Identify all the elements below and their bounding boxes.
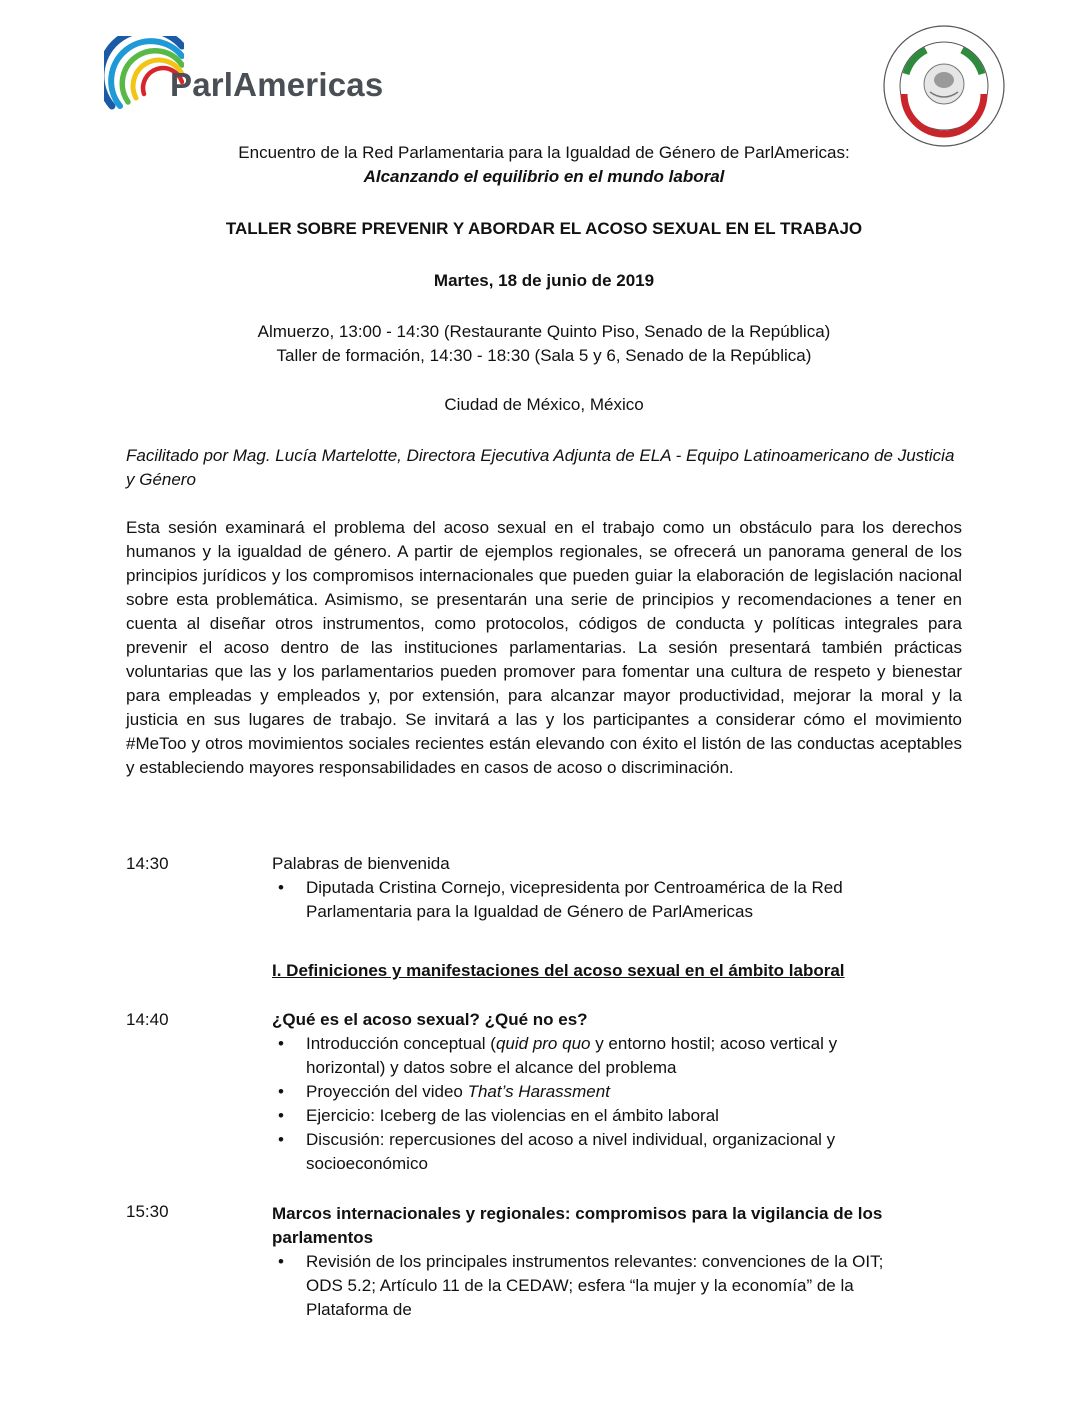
list-item: • Discusión: repercusiones del acoso a nivel individual, organizacional y socioeconómico (272, 1128, 912, 1176)
list-item: • Revisión de los principales instrumentos relevantes: convenciones de la OIT; ODS 5.2; Artículo 11 de la CEDAW; esfera “la mujer y la economía” de la Plataforma de (272, 1250, 912, 1322)
agenda-bullets (272, 1250, 912, 1322)
text-segment-italic: quid pro quo (495, 1034, 591, 1053)
agenda-bullets (272, 1032, 912, 1176)
facilitator-note: Facilitado por Mag. Lucía Martelotte, Directora Ejecutiva Adjunta de ELA - Equipo Latinoamericano de Justicia y Género (126, 446, 955, 489)
venue-lunch: Almuerzo, 13:00 - 14:30 (Restaurante Quinto Piso, Senado de la República) (257, 322, 831, 341)
section-heading: I. Definiciones y manifestaciones del acoso sexual en el ámbito laboral (272, 961, 845, 980)
agenda-item-welcome (272, 852, 912, 924)
seal-text-inner (1008, 22, 1009, 23)
event-title: Encuentro de la Red Parlamentaria para la Igualdad de Género de ParlAmericas: (238, 143, 850, 162)
parlamericas-logo (104, 36, 424, 132)
logo-wordmark: ParlAmericas (170, 66, 384, 103)
agenda-item-title: ¿Qué es el acoso sexual? ¿Qué no es? (272, 1010, 588, 1029)
senado-seal (880, 22, 1008, 150)
senado-seal-emblem-icon (880, 22, 1008, 150)
event-city: Ciudad de México, México (444, 395, 644, 414)
agenda-item-title: Marcos internacionales y regionales: compromisos para la vigilancia de los parlamentos (272, 1204, 883, 1247)
agenda-item-frameworks (272, 1202, 912, 1322)
workshop-title: TALLER SOBRE PREVENIR Y ABORDAR EL ACOSO SEXUAL EN EL TRABAJO (225, 219, 863, 238)
seal-text-top (1008, 22, 1009, 23)
event-date: Martes, 18 de junio de 2019 (433, 271, 655, 290)
agenda-time: 14:30 (126, 854, 169, 873)
text-segment: Introducción conceptual ( (306, 1034, 496, 1053)
agenda-bullets (272, 876, 912, 924)
session-description: Esta sesión examinará el problema del acoso sexual en el trabajo como un obstáculo para los derechos humanos y la igualdad de género. A partir de ejemplos regionales, se ofrecerá un panorama general de los principios jurídicos y los compromisos internacionales que pueden guiar la elaboración de legislación nacional sobre esta problemática. Asimismo, se presentarán una serie de principios y recomendaciones a tener en cuenta al diseñar otros instrumentos, como protocolos, códigos de conducta y políticas integrales para prevenir el acoso dentro de las instituciones parlamentarias. La sesión presentará también prácticas voluntarias que las y los parlamentarios pueden promover para fomentar una cultura de respeto y bienestar para empleadas y empleados y, por extensión, para alcanzar mayor productividad, mejorar la moral y la justicia en sus lugares de trabajo. Se invitará a las y los participantes a considerar cómo el movimiento #MeToo y otros movimientos sociales recientes están elevando con éxito el listón de las conductas aceptables y estableciendo mayores responsabilidades en casos de acoso o discriminación. (126, 518, 962, 777)
list-item: • Diputada Cristina Cornejo, vicepresidenta por Centroamérica de la Red Parlamentaria para la Igualdad de Género de ParlAmericas (272, 876, 912, 924)
venue-workshop: Taller de formación, 14:30 - 18:30 (Sala 5 y 6, Senado de la República) (276, 346, 812, 365)
list-item (272, 1032, 912, 1080)
agenda-time: 15:30 (126, 1202, 169, 1221)
text-segment: y entorno hostil; acoso vertical y horizontal) y datos sobre el alcance del problema (306, 1034, 838, 1077)
list-item: • Ejercicio: Iceberg de las violencias en el ámbito laboral (272, 1104, 912, 1128)
text-segment-italic: That’s Harassment (467, 1082, 610, 1101)
list-item (272, 1080, 912, 1104)
agenda-item-what-is (272, 1008, 912, 1176)
event-subtitle: Alcanzando el equilibrio en el mundo laboral (363, 167, 725, 186)
agenda-item-title: Palabras de bienvenida (272, 854, 450, 873)
seal-text-bottom (1008, 22, 1009, 23)
agenda-time: 14:40 (126, 1010, 169, 1029)
text-segment: Proyección del video (306, 1082, 468, 1101)
